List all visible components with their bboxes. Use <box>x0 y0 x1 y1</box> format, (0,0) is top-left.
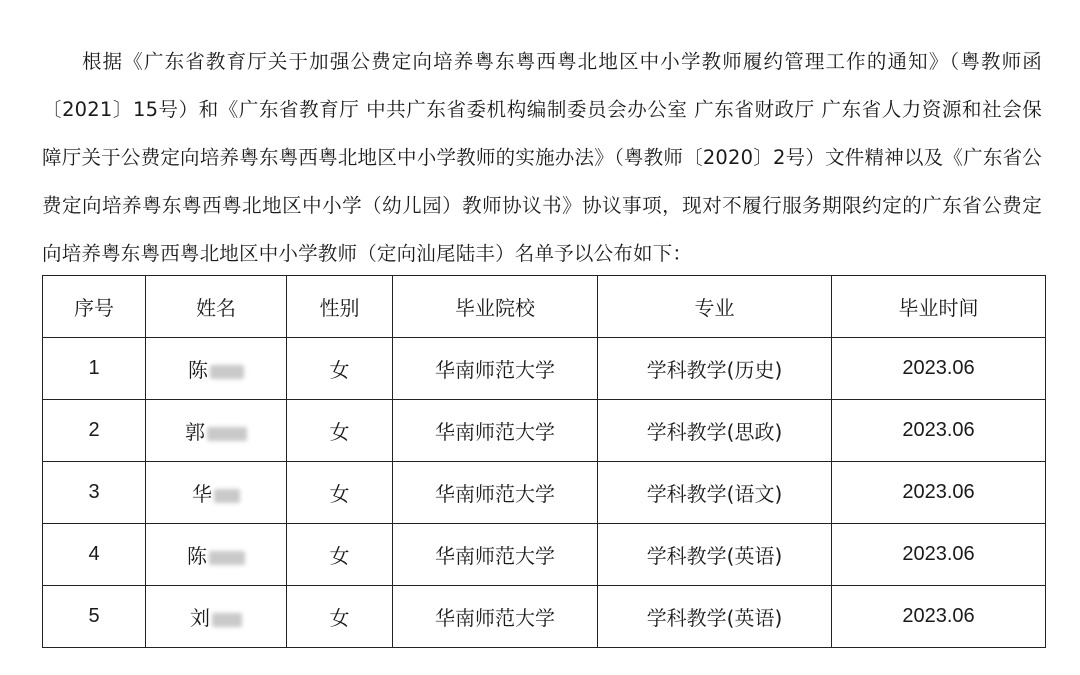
cell-no: 4 <box>43 524 146 586</box>
cell-no: 2 <box>43 400 146 462</box>
name-redaction <box>212 613 242 627</box>
name-surname: 陈 <box>187 544 207 568</box>
header-name: 姓名 <box>146 276 287 338</box>
cell-grad-date: 2023.06 <box>832 400 1046 462</box>
cell-major: 学科教学(思政) <box>598 400 832 462</box>
cell-gender: 女 <box>287 400 393 462</box>
cell-gender: 女 <box>287 338 393 400</box>
cell-gender: 女 <box>287 524 393 586</box>
cell-grad-date: 2023.06 <box>832 524 1046 586</box>
notice-paragraph: 根据《广东省教育厅关于加强公费定向培养粤东粤西粤北地区中小学教师履约管理工作的通知》（粤教师函〔2021〕15号）和《广东省教育厅 中共广东省委机构编制委员会办公室 广东省财政厅 广东省人力资源和社会保障厅关于公费定向培养粤东粤西粤北地区中小学教师的实施办法》（粤教师〔2020〕2号）文件精神以及《广东省公费定向培养粤东粤西粤北地区中小学（幼儿园）教师协议书》协议事项，现对不履行服务期限约定的广东省公费定向培养粤东粤西粤北地区中小学教师（定向汕尾陆丰）名单予以公布如下： <box>42 50 1042 265</box>
table-row <box>43 524 1046 586</box>
name-redaction <box>210 365 244 379</box>
cell-grad-date: 2023.06 <box>832 338 1046 400</box>
header-gender: 性别 <box>287 276 393 338</box>
roster-table <box>42 275 1046 648</box>
cell-gender: 女 <box>287 586 393 648</box>
cell-grad-date: 2023.06 <box>832 586 1046 648</box>
cell-major: 学科教学(英语) <box>598 524 832 586</box>
table-row <box>43 586 1046 648</box>
cell-school: 华南师范大学 <box>393 400 598 462</box>
cell-no: 1 <box>43 338 146 400</box>
header-school: 毕业院校 <box>393 276 598 338</box>
table-row <box>43 338 1046 400</box>
table-row <box>43 400 1046 462</box>
name-redaction <box>207 427 247 441</box>
name-surname: 刘 <box>190 606 210 630</box>
name-surname: 陈 <box>188 358 208 382</box>
header-no: 序号 <box>43 276 146 338</box>
name-redaction <box>209 551 245 565</box>
cell-major: 学科教学(历史) <box>598 338 832 400</box>
cell-major: 学科教学(英语) <box>598 586 832 648</box>
cell-name <box>146 400 287 462</box>
cell-name <box>146 462 287 524</box>
header-grad-date: 毕业时间 <box>832 276 1046 338</box>
name-surname: 华 <box>192 482 212 506</box>
cell-school: 华南师范大学 <box>393 586 598 648</box>
cell-school: 华南师范大学 <box>393 338 598 400</box>
cell-school: 华南师范大学 <box>393 462 598 524</box>
table-row <box>43 462 1046 524</box>
name-redaction <box>214 489 240 503</box>
cell-gender: 女 <box>287 462 393 524</box>
cell-name <box>146 338 287 400</box>
cell-name <box>146 586 287 648</box>
cell-no: 5 <box>43 586 146 648</box>
header-major: 专业 <box>598 276 832 338</box>
cell-name <box>146 524 287 586</box>
name-surname: 郭 <box>185 420 205 444</box>
cell-school: 华南师范大学 <box>393 524 598 586</box>
cell-no: 3 <box>43 462 146 524</box>
cell-major: 学科教学(语文) <box>598 462 832 524</box>
cell-grad-date: 2023.06 <box>832 462 1046 524</box>
table-header-row <box>43 276 1046 338</box>
